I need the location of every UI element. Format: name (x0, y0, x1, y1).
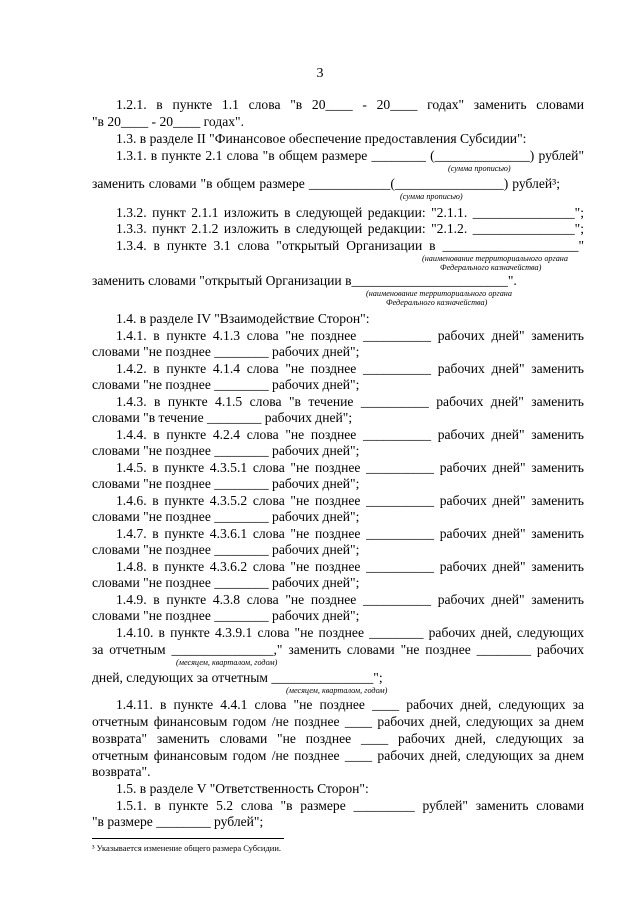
text-line: 1.3.4. в пункте 3.1 слова "открытый Организации в ____________________" (116, 238, 584, 253)
text-line: 1.3.1. в пункте 2.1 слова "в общем размере ________ (______________) рублей" (116, 148, 584, 163)
caption: Федерального казначейства) (386, 298, 488, 307)
page-number: 3 (316, 66, 324, 81)
text-line: отчетным финансовым годом /не позднее ____ рабочих дней, следующих за днем (92, 748, 584, 763)
text-line: словами "не позднее ________ рабочих дней"; (92, 542, 360, 557)
caption: Федерального казначейства) (440, 263, 542, 272)
text-line: 1.5.1. в пункте 5.2 слова "в размере _________ рублей" заменить словами (116, 798, 584, 813)
text-line: 1.4.3. в пункте 4.1.5 слова "в течение __________ рабочих дней" заменить (116, 394, 584, 409)
text-line: 1.3.2. пункт 2.1.1 изложить в следующей редакции: "2.1.1. _______________"; (116, 205, 584, 220)
text-line: заменить словами "открытый Организации в_______________________". (92, 273, 517, 288)
text-line: 1.4.2. в пункте 4.1.4 слова "не позднее __________ рабочих дней" заменить (116, 361, 584, 376)
caption: (месяцем, кварталом, годом) (176, 658, 278, 667)
text-line: "в размере ________ рублей"; (92, 814, 264, 829)
text-line: возврата". (92, 764, 151, 779)
text-line: 1.4.5. в пункте 4.3.5.1 слова "не позднее __________ рабочих дней" заменить (116, 460, 584, 475)
caption: (сумма прописью) (400, 192, 463, 201)
text-line: дней, следующих за отчетным _______________"; (92, 670, 383, 685)
text-line: 1.5. в разделе V "Ответственность Сторон": (116, 781, 369, 796)
text-line: словами "не позднее ________ рабочих дней"; (92, 344, 360, 359)
text-line: 1.4.9. в пункте 4.3.8 слова "не позднее __________ рабочих дней" заменить (116, 592, 584, 607)
text-line: 1.3. в разделе II "Финансовое обеспечение предоставления Субсидии": (116, 131, 527, 146)
caption: (месяцем, кварталом, годом) (286, 686, 388, 695)
text-line: 1.4.1. в пункте 4.1.3 слова "не позднее __________ рабочих дней" заменить (116, 328, 584, 343)
text-line: 1.3.3. пункт 2.1.2 изложить в следующей редакции: "2.1.2. _______________"; (116, 221, 584, 236)
text-line: возврата" заменить словами "не позднее ____ рабочих дней, следующих за (92, 731, 584, 746)
text-line: 1.2.1. в пункте 1.1 слова "в 20____ - 20____ годах" заменить словами (116, 97, 584, 112)
text-line: словами "не позднее ________ рабочих дней"; (92, 443, 360, 458)
text-line: "в 20____ - 20____ годах". (92, 114, 244, 129)
text-line: словами "не позднее ________ рабочих дней"; (92, 476, 360, 491)
caption: (наименование территориального органа (366, 289, 512, 298)
text-line: 1.4.4. в пункте 4.2.4 слова "не позднее __________ рабочих дней" заменить (116, 427, 584, 442)
text-line: словами "в течение ________ рабочих дней"; (92, 410, 353, 425)
text-line: 1.4.8. в пункте 4.3.6.2 слова "не позднее __________ рабочих дней" заменить (116, 559, 584, 574)
footnote: ³ Указывается изменение общего размера Субсидии. (92, 843, 282, 853)
caption: (сумма прописью) (448, 164, 511, 173)
text-line: 1.4. в разделе IV "Взаимодействие Сторон": (116, 311, 370, 326)
text-line: отчетным финансовым годом /не позднее ____ рабочих дней, следующих за днем (92, 714, 584, 729)
text-line: за отчетным _______________," заменить словами "не позднее ________ рабочих (92, 642, 584, 657)
footnote-rule (92, 838, 284, 839)
text-line: 1.4.6. в пункте 4.3.5.2 слова "не позднее __________ рабочих дней" заменить (116, 493, 584, 508)
text-line: 1.4.7. в пункте 4.3.6.1 слова "не позднее __________ рабочих дней" заменить (116, 526, 584, 541)
text-line: словами "не позднее ________ рабочих дней"; (92, 377, 360, 392)
text-line: словами "не позднее ________ рабочих дней"; (92, 575, 360, 590)
text-line: 1.4.10. в пункте 4.3.9.1 слова "не позднее ________ рабочих дней, следующих (116, 625, 584, 640)
text-line: 1.4.11. в пункте 4.4.1 слова "не позднее ____ рабочих дней, следующих за (116, 697, 584, 712)
text-line: словами "не позднее ________ рабочих дней"; (92, 608, 360, 623)
caption: (наименование территориального органа (422, 254, 568, 263)
text-line: заменить словами "в общем размере ____________(________________) рублей³; (92, 176, 560, 191)
text-line: словами "не позднее ________ рабочих дней"; (92, 509, 360, 524)
